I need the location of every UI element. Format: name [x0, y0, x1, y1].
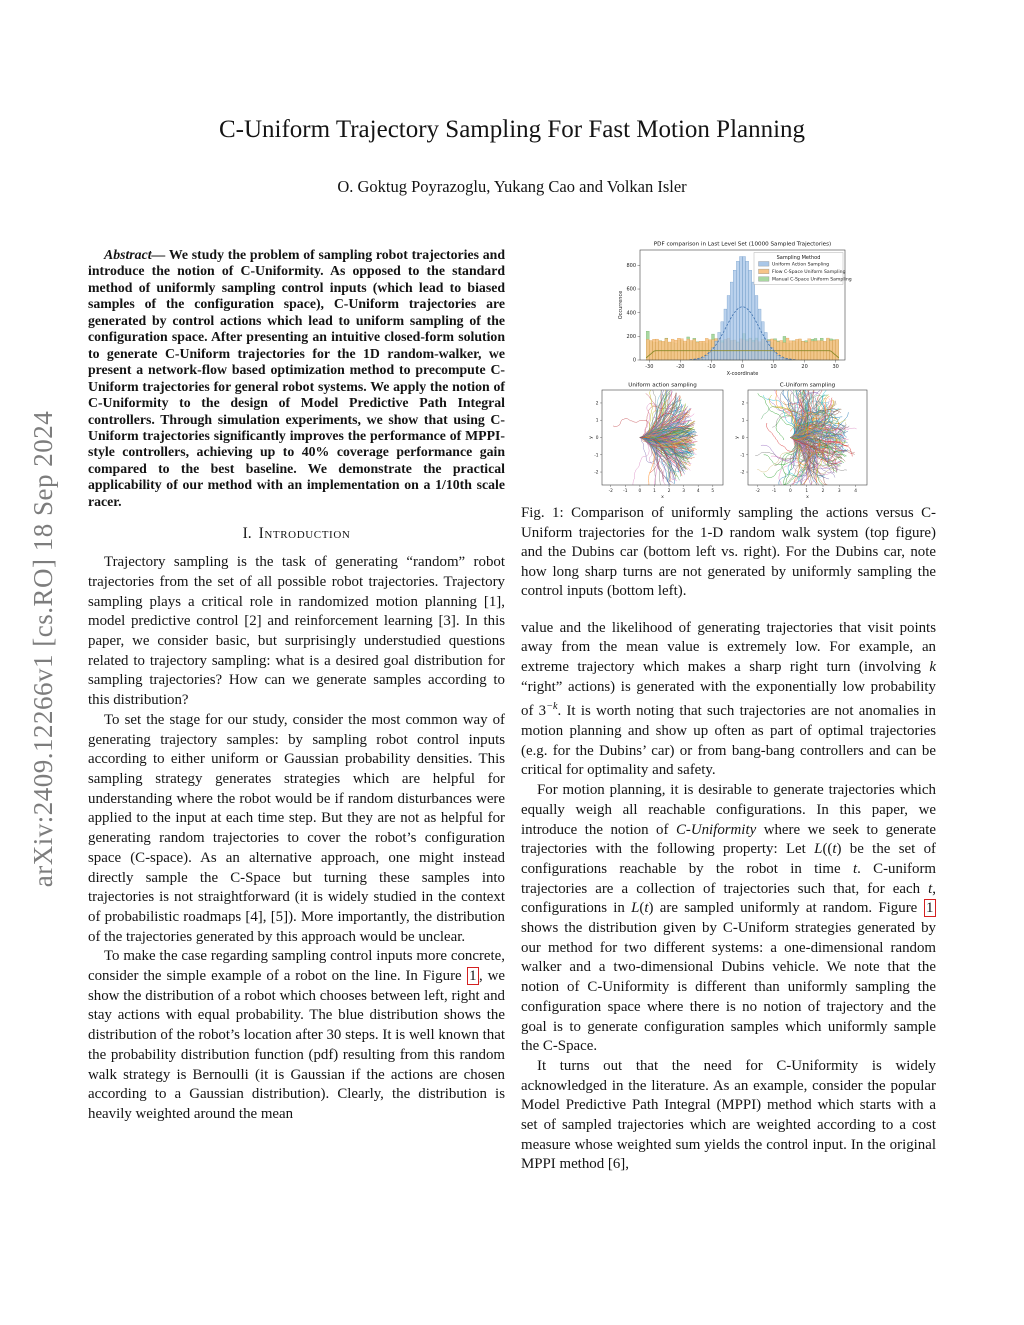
svg-text:0: 0	[741, 436, 745, 441]
left-column-paragraphs	[88, 553, 505, 1124]
paper-authors: O. Goktug Poyrazoglu, Yukang Cao and Volkan Isler	[337, 177, 687, 196]
svg-text:2: 2	[595, 401, 599, 407]
histogram-pdf-comparison	[618, 242, 852, 378]
svg-text:0: 0	[595, 436, 599, 441]
trajectory-plot-c-uniform-title: C-Uniform sampling	[779, 382, 836, 389]
svg-text:-1: -1	[594, 453, 599, 459]
histogram-xlabel: X-coordinate	[726, 371, 759, 377]
svg-text:Flow C-Space Uniform Sampling: Flow C-Space Uniform Sampling	[772, 270, 846, 276]
svg-text:1: 1	[595, 418, 599, 424]
paragraph: It turns out that the need for C-Uniformity is widely acknowledged in the literature. As an example, consider the popular Model Predictive Path Integral (MPPI) method which starts with a set of sampled trajectories which are weighted according to a cost measure whose weighted sum yields the control input. In the original MPPI method [6],	[521, 1057, 936, 1173]
svg-text:0: 0	[740, 364, 745, 370]
figure-ref-link[interactable]: 1	[467, 967, 479, 985]
svg-text:2: 2	[741, 401, 745, 407]
svg-text:3: 3	[682, 489, 686, 494]
section-title: Introduction	[258, 525, 351, 543]
svg-text:1: 1	[741, 418, 745, 424]
svg-text:1: 1	[805, 489, 809, 494]
svg-text:30: 30	[832, 364, 839, 370]
svg-text:200: 200	[626, 334, 636, 341]
svg-text:800: 800	[626, 263, 636, 270]
svg-text:600: 600	[626, 286, 636, 293]
svg-text:-1: -1	[740, 453, 745, 459]
histogram-legend	[754, 253, 852, 285]
section-number: I.	[242, 525, 252, 543]
arxiv-watermark: arXiv:2409.12266v1 [cs.RO] 18 Sep 2024	[28, 410, 58, 888]
svg-text:x: x	[661, 495, 664, 500]
section-heading-introduction	[88, 525, 505, 543]
svg-text:20: 20	[801, 364, 808, 370]
trajectory-plot-c-uniform	[735, 376, 867, 500]
abstract-label: Abstract—	[104, 247, 166, 262]
svg-text:0: 0	[632, 357, 636, 364]
right-column	[521, 238, 936, 1175]
svg-text:-2: -2	[594, 470, 599, 476]
abstract-text: We study the problem of sampling robot trajectories and introduce the notion of C-Uniformity. As opposed to the standard method of uniformly sampling control inputs (which lead to biased samples of the configuration space), C-Uniform trajectories are generated by control actions which lead to uniform sampling of the configuration space. After presenting an intuitive closed-form solution to generate C-Uniform trajectories for the 1D random-walker, we present a network-flow based optimization method to precompute C-Uniform trajectories for general robot systems. We apply the notion of C-Uniformity to the design of Model Predictive Path Integral controllers. Through simulation experiments, we show that using C-Uniform trajectories significantly improves the performance of MPPI-style controllers, achieving up to 40% coverage performance gain compared to the best baseline. We demonstrate the practical applicability of our method with an implementation on a 1/10th scale racer.	[88, 247, 505, 509]
svg-text:4: 4	[854, 489, 857, 494]
svg-text:0: 0	[789, 489, 792, 494]
svg-text:10: 10	[770, 364, 777, 370]
figure-1-graphic	[521, 238, 936, 500]
paragraph: value and the likelihood of generating trajectories that visit points away from the mean value is extremely low. For example, an extreme trajectory which makes a sharp right turn (involving k “right” actions) is generated with the exponentially low probability of $3^{-k}$. It is worth noting that such trajectories are not anomalies in motion planning and show up often as part of optimal trajectories (e.g. for the Dubins’ car) or from bang-bang controllers and can be critical for optimality and safety.	[521, 619, 937, 779]
svg-text:-2: -2	[755, 489, 760, 494]
figure-1-caption: Fig. 1: Comparison of uniformly sampling the actions versus C-Uniform trajectories for the 1-D random walk system (top figure) and the Dubins car (bottom left vs. right). For the Dubins car, note how long sharp turns are not generated by uniformly sampling the control inputs (bottom left).	[521, 505, 936, 599]
svg-text:Manual C-Space Uniform Samplin: Manual C-Space Uniform Sampling	[772, 277, 852, 283]
svg-text:1: 1	[653, 489, 656, 494]
paragraph: To make the case regarding sampling control inputs more concrete, consider the simple example of a robot on the line. In Figure 1 , we show the distribution of a robot which chooses between left, right and stay actions with equal probability. The blue distribution shows the distribution of the robot’s location after 30 steps. It is well known that the probability distribution function (pdf) resulting from this random walk strategy is Bernoulli (it is Gaussian if the actions are chosen according to a Gaussian distribution). Clearly, the distribution is heavily weighted around the mean	[88, 948, 506, 1122]
svg-text:Uniform Action Sampling: Uniform Action Sampling	[772, 262, 830, 268]
trajectory-plot-uniform-action	[589, 381, 723, 500]
svg-text:400: 400	[626, 310, 636, 317]
left-column	[88, 247, 505, 1125]
svg-text:-1: -1	[771, 489, 777, 494]
svg-text:-20: -20	[676, 364, 685, 370]
svg-text:2: 2	[821, 489, 825, 494]
svg-text:-1: -1	[623, 489, 628, 494]
svg-text:2: 2	[667, 489, 671, 494]
svg-text:-2: -2	[740, 470, 745, 476]
svg-text:y: y	[589, 436, 594, 439]
svg-text:y: y	[735, 436, 740, 439]
svg-text:x: x	[806, 495, 809, 500]
histogram-title: PDF comparison in Last Level Set (10000 Sampled Trajectories)	[653, 241, 832, 248]
svg-text:3: 3	[837, 489, 841, 494]
figure-ref-link[interactable]: 1	[924, 899, 936, 917]
paragraph: To set the stage for our study, consider the most common way of generating trajectory samples: by sampling robot control inputs according to either uniform or Gaussian probability densities. This sampling strategy generates strategies which are helpful for understanding where the robot would be if random disturbances were applied to the input at each time step. But they are not as helpful for generating random trajectories to cover the robot’s configuration space (C-space). As an alternative approach, one might instead directly sample the C-Space but turning these samples into trajectories is not straightforward (it is widely studied in the context of probabilistic roadmaps [4], [5]). More importantly, the distribution of the trajectories generated by this approach would be unclear.	[88, 711, 505, 945]
svg-text:5: 5	[711, 489, 715, 494]
svg-text:Sampling Method: Sampling Method	[776, 255, 821, 261]
trajectory-plot-uniform-action-title: Uniform action sampling	[628, 382, 697, 389]
svg-text:-30: -30	[645, 364, 654, 370]
svg-text:4: 4	[696, 489, 700, 494]
right-column-paragraphs	[521, 619, 936, 1176]
svg-text:-10: -10	[707, 364, 716, 370]
abstract	[88, 247, 505, 510]
paragraph: For motion planning, it is desirable to generate trajectories which equally weigh all reachable configurations. In this paper, we introduce the notion of C-Uniformity where we seek to generate trajectories with the following property: Let L((t) be the set of configurations reachable by the robot in time t. C-uniform trajectories are a collection of trajectories such that, for each t, configurations in L(t) are sampled uniformly at random. Figure 1 shows the distribution given by C-Uniform strategies generated by our method for two different systems: a one-dimensional random walker and a two-dimensional Dubins vehicle. We note that the notion of C-Uniformity is different than uniformly sampling the configuration space where there is no notion of trajectory and the goal is to generate configuration samples which uniformly sample the C-Space.	[521, 782, 936, 1055]
svg-text:-2: -2	[608, 489, 613, 494]
svg-text:0: 0	[638, 489, 642, 494]
histogram-ylabel: Occurrence	[618, 290, 624, 320]
paragraph: Trajectory sampling is the task of generating “random” robot trajectories from the set of all possible robot trajectories. Trajectory sampling plays a critical role in randomized motion planning [1], model predictive control [2] and reinforcement learning [3]. In this paper, we consider basic, but surprisingly understudied questions related to trajectory sampling: what is a desired goal distribution for sampling trajectories? How can we generate samples according to this distribution?	[88, 554, 505, 709]
figure-1	[521, 238, 936, 500]
paper-title: C-Uniform Trajectory Sampling For Fast Motion Planning	[218, 116, 806, 143]
